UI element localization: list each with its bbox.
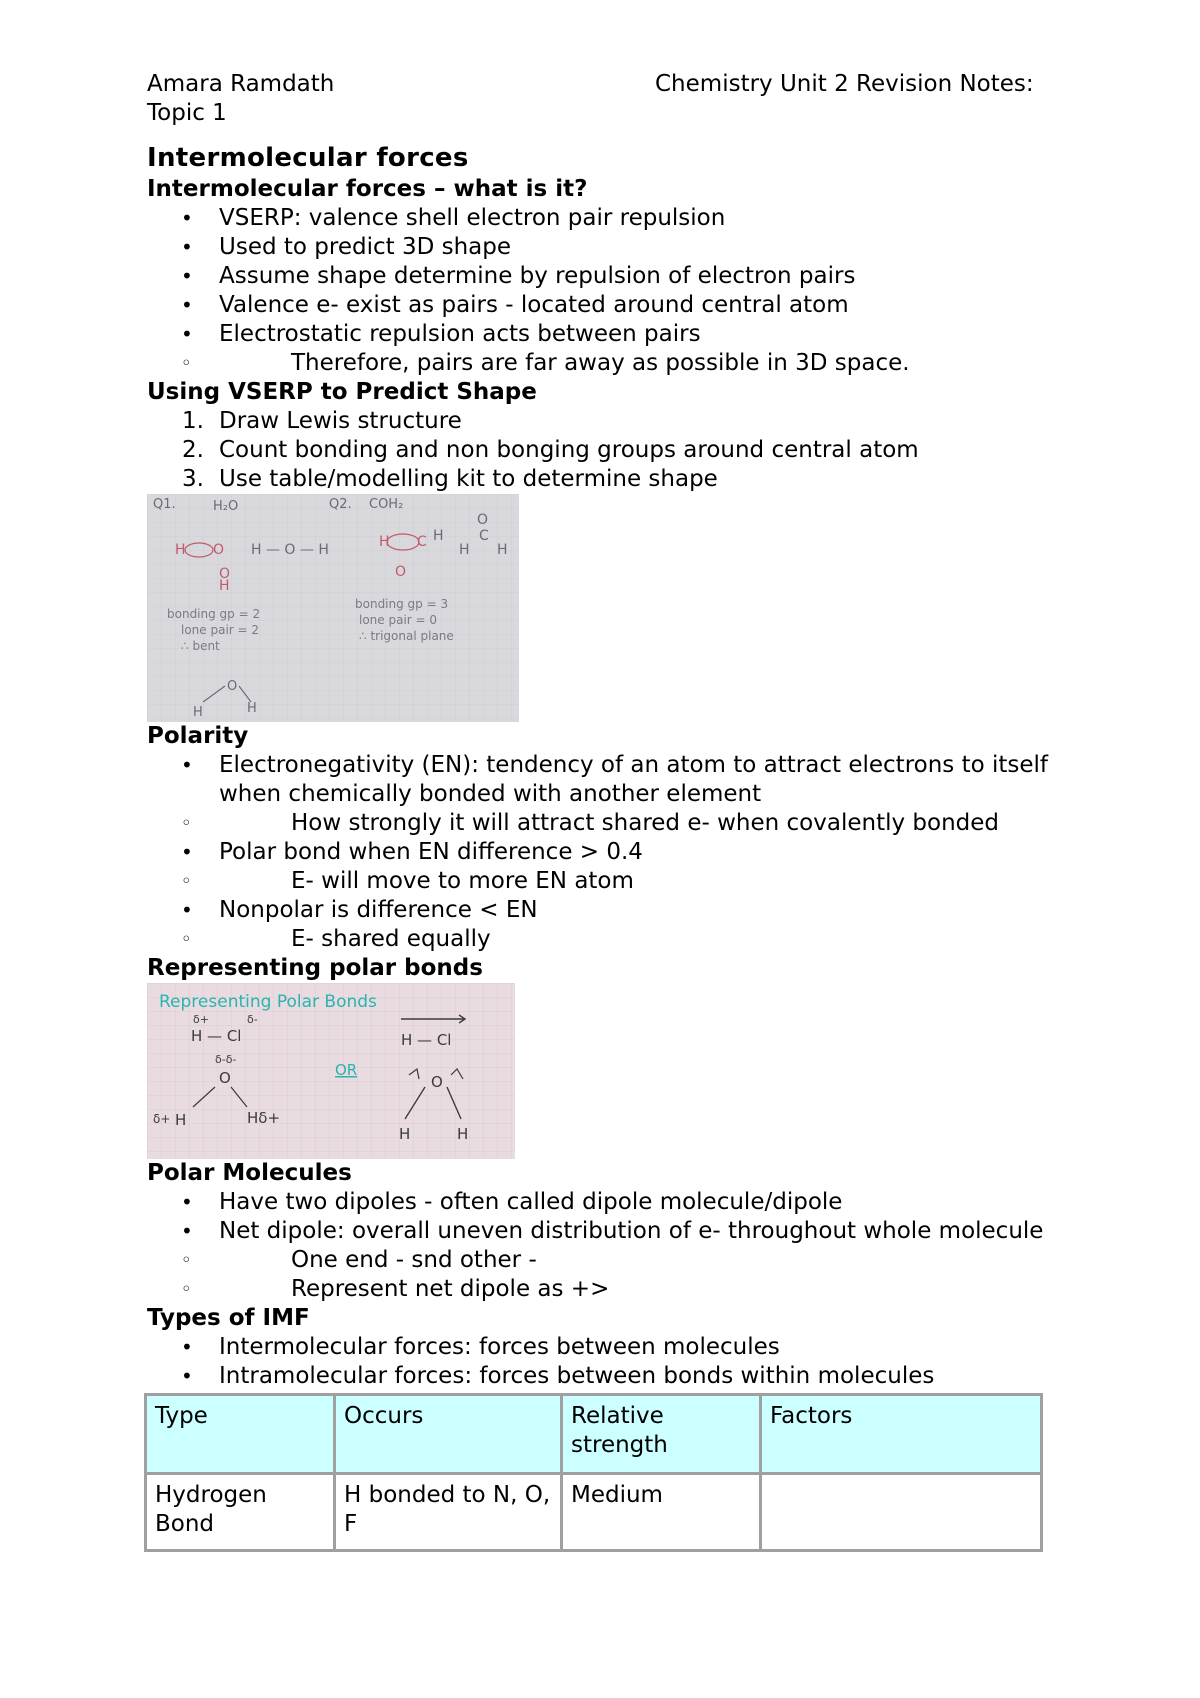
sub-list xyxy=(219,809,1067,838)
note-line: ∴ bent xyxy=(181,639,220,653)
list-item xyxy=(147,896,1067,954)
polar-bonds-image xyxy=(147,983,515,1159)
list-item xyxy=(147,320,1067,378)
svg-text:H: H xyxy=(175,542,186,558)
step-item xyxy=(147,407,1067,436)
list-item xyxy=(147,751,1067,838)
step-number: 1. xyxy=(182,408,204,434)
note-line: bonding gp = 3 xyxy=(355,597,449,611)
page-header xyxy=(147,70,1067,128)
column-header: Relative strength xyxy=(562,1395,761,1474)
svg-text:O: O xyxy=(395,564,407,580)
sub-list-item: ◦ How strongly it will attract shared e- when covalently bonded xyxy=(147,809,1067,838)
column-header: Occurs xyxy=(335,1395,562,1474)
list-item-text: Nonpolar is difference < EN xyxy=(219,897,538,923)
list-item-text: Polar bond when EN difference > 0.4 xyxy=(219,839,643,865)
table-row xyxy=(146,1474,1042,1551)
lewis-structures-image xyxy=(147,494,519,722)
svg-text:H: H xyxy=(433,528,444,544)
svg-text:O: O xyxy=(219,1069,231,1087)
imf-table xyxy=(144,1393,1043,1552)
svg-text:C: C xyxy=(479,528,489,544)
sub-list xyxy=(219,349,1067,378)
table-cell: H bonded to N, O, F xyxy=(335,1474,562,1551)
step-text: Draw Lewis structure xyxy=(219,408,462,434)
polarity-list xyxy=(147,751,1067,954)
table-cell xyxy=(761,1474,1042,1551)
svg-text:H: H xyxy=(219,578,230,594)
note-line: bonding gp = 2 xyxy=(167,607,261,621)
svg-text:O: O xyxy=(227,679,238,694)
types-imf-list xyxy=(147,1333,1067,1391)
svg-text:O: O xyxy=(431,1073,443,1091)
sub-list-item: ◦ Therefore, pairs are far away as possible in 3D space. xyxy=(147,349,1067,378)
svg-text:H — Cl: H — Cl xyxy=(191,1027,242,1045)
document-title: Chemistry Unit 2 Revision Notes: xyxy=(655,71,1034,97)
list-item-text: Electrostatic repulsion acts between pairs xyxy=(219,321,701,347)
svg-text:H: H xyxy=(497,542,508,558)
svg-text:δ+: δ+ xyxy=(193,1013,209,1026)
heading-using-vserp: Using VSERP to Predict Shape xyxy=(147,379,537,405)
q1-formula: H₂O xyxy=(213,499,239,514)
sub-list xyxy=(219,1246,1067,1304)
list-item: • Used to predict 3D shape xyxy=(147,233,1067,262)
topic-label: Topic 1 xyxy=(147,100,227,126)
svg-text:δ+: δ+ xyxy=(153,1112,171,1126)
list-item xyxy=(147,838,1067,896)
svg-text:H: H xyxy=(457,1125,469,1143)
svg-text:δ-δ-: δ-δ- xyxy=(215,1053,237,1066)
author-name: Amara Ramdath xyxy=(147,71,335,97)
document-page xyxy=(147,70,1067,1552)
table-cell: Medium xyxy=(562,1474,761,1551)
heading-representing-polar-bonds: Representing polar bonds xyxy=(147,955,483,981)
svg-text:δ-: δ- xyxy=(247,1013,258,1026)
list-item: • Intramolecular forces: forces between bonds within molecules xyxy=(147,1362,1067,1391)
heading-what-is-it: Intermolecular forces – what is it? xyxy=(147,176,588,202)
svg-text:H: H xyxy=(193,705,203,720)
svg-text:O: O xyxy=(219,566,231,582)
list-item-text: Net dipole: overall uneven distribution of e- throughout whole molecule xyxy=(219,1218,1044,1244)
list-item: • Valence e- exist as pairs - located around central atom xyxy=(147,291,1067,320)
heading-types-of-imf: Types of IMF xyxy=(147,1305,310,1331)
heading-polar-molecules: Polar Molecules xyxy=(147,1160,352,1186)
main-heading: Intermolecular forces xyxy=(147,143,469,173)
step-text: Count bonding and non bonging groups around central atom xyxy=(219,437,919,463)
column-header: Type xyxy=(146,1395,335,1474)
what-is-it-list xyxy=(147,204,1067,378)
svg-text:O: O xyxy=(477,512,489,528)
step-item xyxy=(147,465,1067,494)
step-item xyxy=(147,436,1067,465)
svg-text:C: C xyxy=(417,534,427,550)
sub-list-item: ◦ Represent net dipole as +> xyxy=(147,1275,1067,1304)
svg-text:H: H xyxy=(175,1111,187,1129)
svg-text:H: H xyxy=(247,701,257,716)
svg-text:H: H xyxy=(459,542,470,558)
steps-list xyxy=(147,407,1067,494)
list-item: • VSERP: valence shell electron pair repulsion xyxy=(147,204,1067,233)
note-line: lone pair = 2 xyxy=(181,623,260,637)
handwritten-photo-polar-bonds xyxy=(147,983,1067,1159)
or-label: OR xyxy=(335,1061,358,1079)
photo-title: Representing Polar Bonds xyxy=(159,992,377,1012)
note-line: lone pair = 0 xyxy=(359,613,438,627)
list-item: • Have two dipoles - often called dipole molecule/dipole xyxy=(147,1188,1067,1217)
svg-text:Hδ+: Hδ+ xyxy=(247,1109,281,1127)
q2-label: Q2. xyxy=(329,497,352,512)
list-item-text: Electronegativity (EN): tendency of an atom to attract electrons to itself when chemically bonded with another element xyxy=(219,752,1049,807)
list-item: • Assume shape determine by repulsion of electron pairs xyxy=(147,262,1067,291)
heading-polarity: Polarity xyxy=(147,723,249,749)
q2-formula: COH₂ xyxy=(369,497,404,512)
polar-molecules-list xyxy=(147,1188,1067,1304)
svg-text:H — Cl: H — Cl xyxy=(401,1031,452,1049)
sub-list-item: ◦ E- shared equally xyxy=(147,925,1067,954)
list-item: • Intermolecular forces: forces between molecules xyxy=(147,1333,1067,1362)
svg-text:H: H xyxy=(379,534,390,550)
svg-text:H — O — H: H — O — H xyxy=(251,542,329,558)
step-number: 2. xyxy=(182,437,204,463)
note-line: ∴ trigonal plane xyxy=(359,629,454,643)
sub-list-item: ◦ One end - snd other - xyxy=(147,1246,1067,1275)
column-header: Factors xyxy=(761,1395,1042,1474)
handwritten-photo-lewis-structures xyxy=(147,494,1067,722)
sub-list-item: ◦ E- will move to more EN atom xyxy=(147,867,1067,896)
q1-label: Q1. xyxy=(153,497,176,512)
svg-text:H: H xyxy=(399,1125,411,1143)
sub-list xyxy=(219,925,1067,954)
table-cell: Hydrogen Bond xyxy=(146,1474,335,1551)
step-number: 3. xyxy=(182,466,204,492)
sub-list xyxy=(219,867,1067,896)
list-item xyxy=(147,1217,1067,1304)
table-header-row xyxy=(146,1395,1042,1474)
step-text: Use table/modelling kit to determine shape xyxy=(219,466,718,492)
svg-text:O: O xyxy=(213,542,225,558)
